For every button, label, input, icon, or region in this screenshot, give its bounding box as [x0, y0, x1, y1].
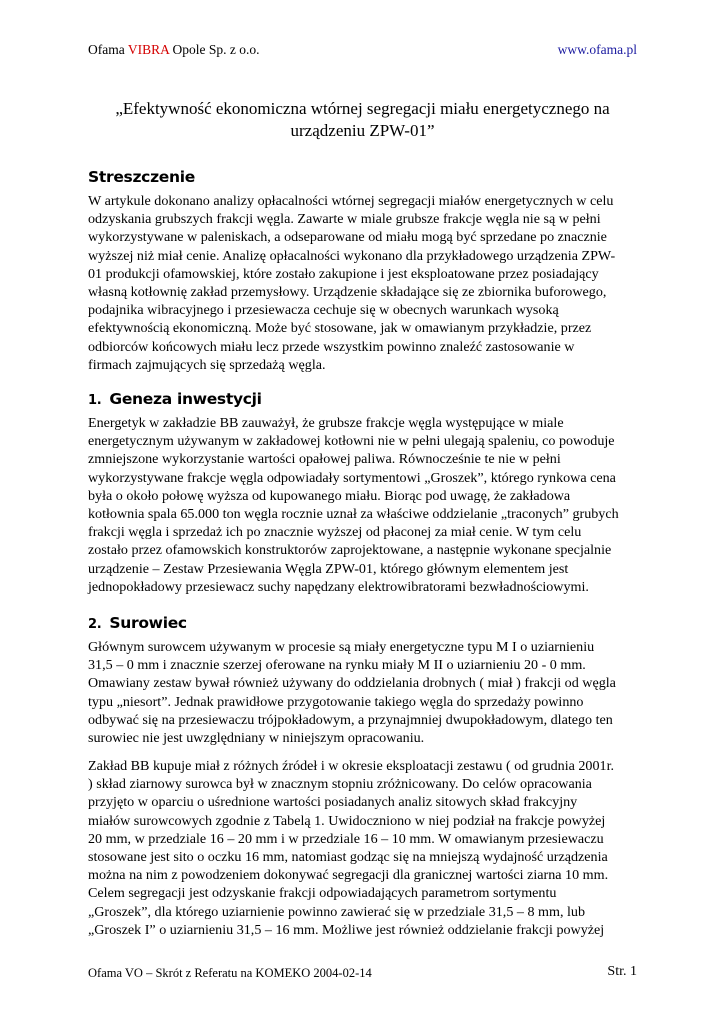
text-line: miałów surowcowych zgodnie z Tabelą 1. Uwidoczniono w niej podział na frakcje powyżej	[88, 812, 606, 829]
text-line: 20 mm, w przedziale 16 – 20 mm i w przedziale 16 – 10 mm. W omawianym przesiewaczu	[88, 830, 604, 847]
footer-reference: Ofama VO – Skrót z Referatu na KOMEKO 2004-02-14	[88, 966, 372, 980]
section-2-title: Surowiec	[109, 614, 187, 632]
text-line: wykorzystywane w paleniskach, a odseparowane od miału mogą być sprzedane po znacznie	[88, 229, 607, 246]
text-line: Głównym surowcem używanym w procesie są miały energetyczne typu M I o uziarnieniu	[88, 639, 595, 655]
title-line: urządzeniu ZPW-01”	[290, 121, 435, 140]
text-line: ) skład ziarnowy surowca był w znacznym stopniu zróżnicowany. Do celów opracowania	[88, 776, 592, 793]
text-line: wyższej niż miał cenie. Analizę opłacalności wykonano dla przykładowego urządzenia ZPW-	[88, 247, 616, 264]
text-line: własną kotłownię zakład przemysłowy. Urządzenie składające się ze zbiornika buforowego,	[88, 284, 607, 301]
section-2-paragraph-2	[88, 757, 640, 939]
text-line: odzyskania grubszych frakcji węgla. Zawarte w miale grubsze frakcje węgla nie są w pełni	[88, 211, 601, 228]
abstract-heading-text: Streszczenie	[88, 168, 195, 186]
text-line: firmach zajmujących się sprzedażą węgla.	[88, 356, 326, 373]
company-prefix: Ofama	[88, 42, 128, 57]
text-line: frakcji węgla i sprzedaż ich po znacznie wyższej od płaconej za miał cenie. W tym celu	[88, 524, 582, 541]
text-line: energetycznym używanym w zakładowej kotłowni nie w pełni ulegają spaleniu, co powoduje	[88, 433, 615, 450]
company-brand: VIBRA	[127, 42, 170, 57]
text-line: była o około połowę wyższa od kupowanego miału. Biorąc pod uwagę, że zakładowa	[88, 487, 571, 504]
text-line: jednopokładowy przesiewacz suchy napędzany elektrowibratorami bezwładnościowymi.	[88, 578, 589, 595]
text-line: kotłownia spala 65.000 ton węgla rocznie uznał za właściwe oddzielanie „traconych” grubych	[88, 506, 619, 523]
section-1-heading	[88, 390, 262, 408]
document-title	[88, 98, 637, 142]
text-line: wykorzystywane frakcje węgla odpowiadały sortymentowi „Groszek”, którego rynkowa cena	[88, 469, 616, 486]
text-line: można na nim z powodzeniem dokonywać segregacji dla granicznej wartości ziarna 10 mm.	[88, 867, 609, 884]
text-line: efektywnością ekonomiczną. Może być stosowane, jak w omawianym przykładzie, przez	[88, 320, 592, 337]
text-line: „Groszek I” o uziarnieniu 31,5 – 16 mm. Możliwe jest również oddzielanie frakcji powyżej	[88, 921, 605, 938]
text-line: 01 produkcji ofamowskiej, które zostało zakupione i jest eksploatowane przez posiadający	[88, 265, 599, 282]
text-line: Energetyk w zakładzie BB zauważył, że grubsze frakcje węgla występujące w miale	[88, 415, 564, 431]
text-line: 31,5 – 0 mm i znacznie szerzej oferowane na rynku miały M II o uziarnieniu 20 - 0 mm.	[88, 657, 586, 674]
text-line: zmniejszone wykorzystanie wartości opałowej paliwa. Równocześnie te nie w pełni	[88, 451, 561, 468]
text-line: odbiorców końcowych miału lecz przede wszystkim powinno znaleźć zastosowanie w	[88, 338, 575, 355]
text-line: surowiec nie jest uwzględniany w niniejszym opracowaniu.	[88, 730, 425, 747]
text-line: Celem segregacji jest odzyskanie frakcji odpowiadających parametrom sortymentu	[88, 885, 557, 902]
text-line: urządzenie – Zestaw Przesiewania Węgla ZPW-01, którego głównym elementem jest	[88, 560, 569, 577]
section-2-number: 2.	[88, 617, 102, 632]
text-line: Omawiany zestaw bywał również używany do oddzielania drobnych ( miał ) frakcji od węgla	[88, 675, 616, 692]
text-line: Zakład BB kupuje miał z różnych źródeł i w okresie eksploatacji zestawu ( od grudnia 2001r.	[88, 758, 615, 774]
text-line: typu „niesort”. Jednak prawidłowe przygotowanie takiego węgla do sprzedaży powinno	[88, 693, 584, 710]
page-number: Str. 1	[607, 964, 637, 979]
section-2-heading	[88, 614, 187, 632]
section-1-number: 1.	[88, 393, 102, 408]
title-line: „Efektywność ekonomiczna wtórnej segregacji miału energetycznego na	[115, 99, 610, 118]
section-1-paragraph	[88, 414, 640, 596]
section-1-title: Geneza inwestycji	[109, 390, 262, 408]
text-line: „Groszek”, dla którego uziarnienie powinno zawierać się w przedziale 31,5 – 8 mm, lub	[88, 903, 586, 920]
text-line: stosowane jest sito o oczku 16 mm, natomiast godząc się na mniejszą wydajność urządzenia	[88, 849, 608, 866]
section-2-paragraph-1	[88, 638, 640, 747]
text-line: zostało przez ofamowskich konstruktorów zaprojektowane, a następnie wykonane specjalnie	[88, 542, 612, 559]
abstract-paragraph	[88, 192, 640, 374]
text-line: W artykule dokonano analizy opłacalności wtórnej segregacji miałów energetycznych w celu	[88, 193, 614, 209]
abstract-heading	[88, 168, 195, 186]
company-suffix: Opole Sp. z o.o.	[169, 42, 260, 57]
company-name	[88, 42, 260, 58]
text-line: podajnika wibracyjnego i przesiewacza cechuje się w obecnych warunkach wysoką	[88, 302, 559, 319]
text-line: przyjęto w oparciu o uśrednione wartości posiadanych analiz sitowych skład frakcyjny	[88, 794, 578, 811]
company-url-link[interactable]: www.ofama.pl	[557, 42, 637, 57]
text-line: odbywać się na przesiewaczu trójpokładowym, a przynajmniej dwupokładowym, dlatego ten	[88, 711, 613, 728]
